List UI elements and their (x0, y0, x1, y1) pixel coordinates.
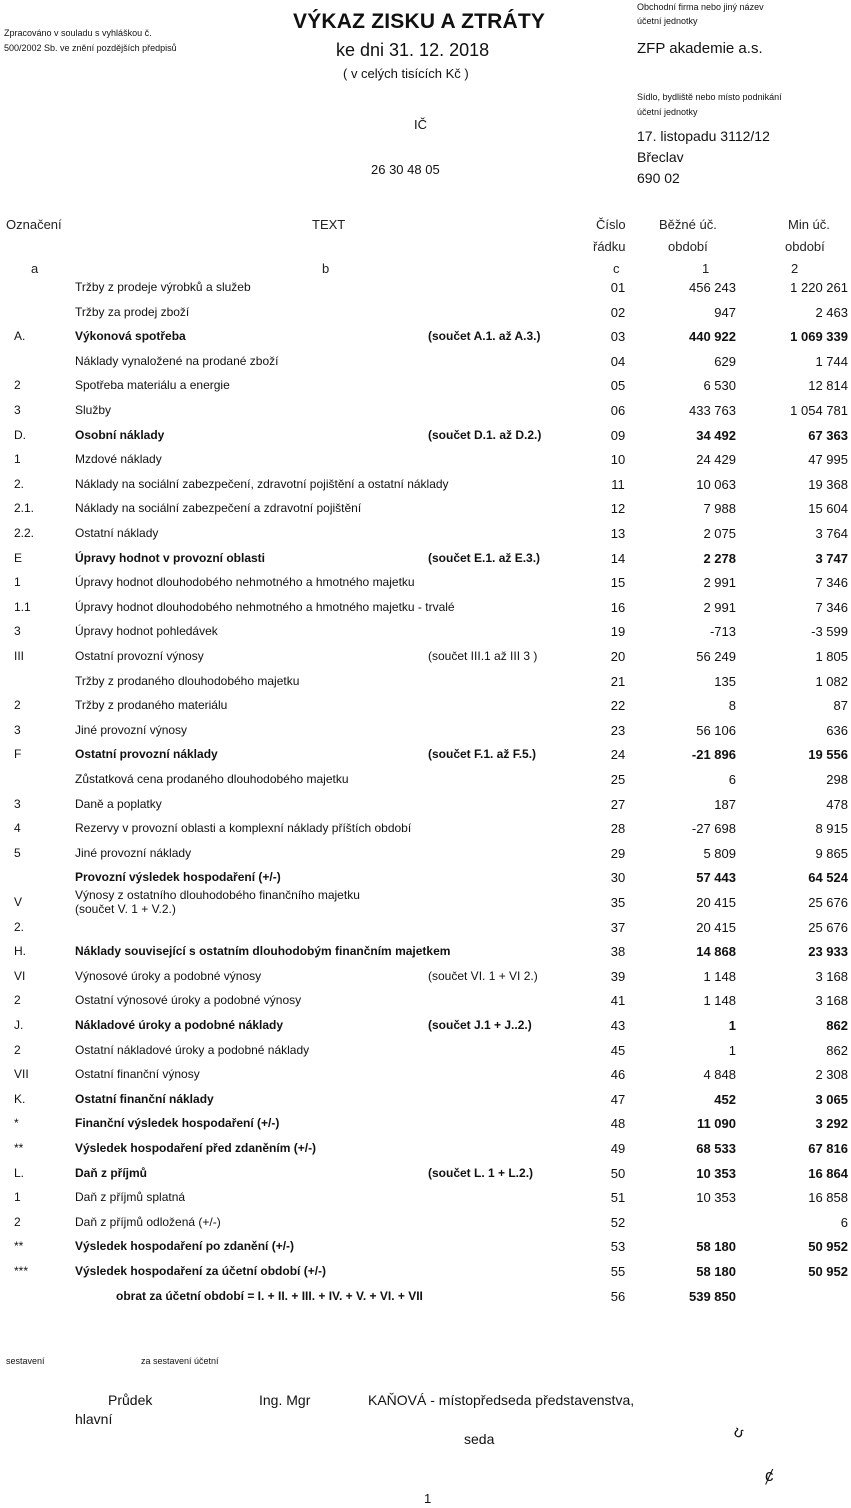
table-row (0, 354, 851, 378)
row-current-period: 20 415 (696, 895, 736, 910)
table-row (0, 403, 851, 427)
row-text: Tržby z prodaného dlouhodobého majetku (75, 673, 300, 688)
row-current-period: 56 249 (696, 649, 736, 664)
col-index-b: b (322, 261, 330, 276)
table-row (0, 428, 851, 452)
row-current-period: 5 809 (703, 845, 736, 861)
row-text: Úpravy hodnot dlouhodobého nehmotného a hmotného majetku (75, 575, 415, 590)
row-previous-period: 862 (826, 1018, 848, 1033)
row-previous-period: 7 346 (815, 599, 848, 615)
row-line-number: 11 (611, 476, 625, 492)
row-mark: 2. (14, 919, 25, 934)
table-row (0, 888, 851, 919)
table-row (0, 1190, 851, 1214)
row-text: Tržby z prodeje výrobků a služeb (75, 280, 251, 294)
row-previous-period: 25 676 (808, 895, 848, 910)
table-row (0, 600, 851, 624)
row-text: Výnosové úroky a podobné výnosy (75, 968, 262, 983)
row-sum-note: (součet F.1. až F.5.) (428, 747, 537, 762)
address-city: Břeclav (637, 149, 684, 165)
row-sum-note: (součet J.1 + J..2.) (428, 1018, 532, 1032)
row-mark: J. (14, 1018, 24, 1032)
row-line-number: 43 (610, 1018, 626, 1033)
row-text: Ostatní finanční náklady (75, 1091, 214, 1106)
row-line-number: 30 (610, 870, 626, 886)
col-index-2: 2 (791, 261, 799, 276)
row-previous-period: 1 054 781 (790, 403, 848, 418)
table-row (0, 969, 851, 993)
table-row (0, 477, 851, 501)
row-text: Výkonová spotřeba (75, 329, 186, 344)
row-line-number: 20 (610, 649, 626, 664)
row-previous-period: 636 (826, 722, 848, 738)
row-mark: 2 (14, 378, 21, 393)
row-previous-period: 50 952 (808, 1239, 848, 1255)
row-line-number: 12 (610, 501, 626, 517)
row-mark: 2.2. (14, 526, 35, 540)
row-previous-period: 7 346 (815, 575, 848, 591)
row-current-period: 452 (714, 1091, 736, 1107)
row-text: Náklady související s ostatním dlouhodobým finančním majetkem (75, 944, 451, 959)
row-previous-period: 1 744 (815, 353, 848, 369)
row-line-number: 06 (610, 403, 626, 418)
table-row (0, 551, 851, 575)
row-previous-period: 2 463 (815, 304, 848, 320)
row-previous-period: 2 308 (815, 1067, 848, 1083)
row-current-period: 629 (714, 353, 736, 369)
row-previous-period: 25 676 (808, 919, 848, 935)
row-current-period: 440 922 (689, 329, 736, 345)
row-line-number: 21 (610, 673, 626, 689)
row-mark: 1.1 (14, 599, 31, 614)
row-current-period: 2 278 (703, 550, 736, 566)
row-sum-note: (součet D.1. až D.2.) (428, 427, 542, 442)
row-mark: 1 (14, 575, 21, 590)
row-current-period: 433 763 (689, 403, 736, 418)
row-previous-period: 8 915 (815, 821, 848, 837)
row-text: Daň z příjmů splatná (75, 1190, 186, 1205)
row-previous-period: 67 363 (808, 427, 848, 443)
signature-scribble-icon: ȼ (765, 1466, 774, 1485)
row-mark: VII (14, 1067, 29, 1082)
table-row (0, 329, 851, 353)
row-mark: F (14, 747, 22, 762)
row-previous-period: 67 816 (808, 1141, 848, 1156)
row-line-number: 45 (610, 1042, 626, 1058)
table-row (0, 674, 851, 698)
row-line-number: 56 (610, 1288, 626, 1304)
row-text: Daně a poplatky (75, 796, 162, 811)
row-current-period: 2 991 (703, 575, 736, 591)
ic-label: IČ (414, 117, 427, 132)
row-line-number: 28 (610, 821, 626, 837)
row-text: Náklady na sociální zabezpečení, zdravotní pojištění a ostatní náklady (75, 476, 449, 491)
col-index-1: 1 (702, 261, 710, 276)
row-line-number: 14 (610, 550, 626, 566)
row-mark: 2 (14, 1214, 21, 1229)
row-current-period: 58 180 (696, 1264, 736, 1279)
row-line-number: 19 (610, 624, 626, 640)
row-mark: VI (14, 968, 26, 983)
row-text: Úpravy hodnot dlouhodobého nehmotného a hmotného majetku - trvalé (75, 599, 455, 614)
row-current-period: 24 429 (696, 452, 736, 468)
row-text: Náklady na sociální zabezpečení a zdravotní pojištění (75, 501, 362, 516)
row-line-number: 53 (610, 1239, 626, 1255)
col-index-c: c (613, 261, 620, 276)
row-current-period: 10 063 (696, 476, 736, 492)
row-mark: 2 (14, 698, 21, 713)
table-row (0, 1264, 851, 1288)
row-text-continued: (součet V. 1 + V.2.) (75, 902, 176, 916)
row-current-period: 6 (728, 772, 736, 787)
table-row (0, 747, 851, 771)
col-oznaceni: Označení (6, 217, 62, 232)
footer-sestaveni: sestavení (6, 1356, 45, 1366)
address-zip: 690 02 (637, 170, 680, 186)
row-current-period: 1 (728, 1042, 736, 1058)
row-mark: 1 (14, 452, 21, 467)
row-line-number: 04 (610, 353, 626, 369)
row-text: Finanční výsledek hospodaření (+/-) (75, 1116, 280, 1131)
row-line-number: 01 (610, 280, 626, 295)
row-text: obrat za účetní období = I. + II. + III. + IV. + V. + VI. + VII (116, 1288, 423, 1303)
row-text: Výnosy z ostatního dlouhodobého finančního majetku (75, 888, 360, 902)
row-mark: K. (14, 1091, 26, 1106)
table-row (0, 1043, 851, 1067)
row-line-number: 50 (610, 1165, 626, 1181)
table-row (0, 993, 851, 1017)
row-mark: 3 (14, 403, 21, 417)
row-text: Úpravy hodnot v provozní oblasti (75, 550, 266, 565)
firm-label-1: Obchodní firma nebo jiný název (637, 2, 764, 12)
row-line-number: 13 (610, 526, 626, 541)
row-text: Osobní náklady (75, 427, 165, 442)
table-row (0, 1018, 851, 1042)
row-line-number: 47 (610, 1091, 626, 1107)
row-previous-period: 64 524 (808, 870, 848, 886)
row-text: Daň z příjmů (75, 1165, 148, 1180)
col-min: Min úč. (788, 217, 830, 232)
table-row (0, 501, 851, 525)
row-line-number: 24 (610, 747, 626, 763)
row-mark: A. (14, 329, 26, 344)
row-text: Ostatní výnosové úroky a podobné výnosy (75, 993, 302, 1008)
row-current-period: 11 090 (696, 1116, 736, 1132)
row-line-number: 48 (610, 1116, 626, 1132)
row-line-number: 51 (610, 1190, 626, 1206)
row-current-period: 1 148 (703, 968, 736, 984)
row-mark: 4 (14, 821, 21, 836)
row-previous-period: 478 (826, 796, 848, 812)
row-previous-period: 1 082 (815, 673, 848, 689)
row-current-period: 2 075 (703, 526, 736, 541)
row-line-number: 38 (610, 944, 626, 960)
row-current-period: 20 415 (696, 919, 736, 935)
row-current-period: 1 (728, 1018, 736, 1033)
table-row (0, 1141, 851, 1165)
table-row (0, 920, 851, 944)
row-current-period: 4 848 (703, 1067, 736, 1083)
table-row (0, 1067, 851, 1091)
row-current-period: 456 243 (689, 280, 736, 295)
row-current-period: 2 991 (703, 599, 736, 615)
signatory-role: KAŇOVÁ - místopředseda představenstva, (368, 1392, 635, 1408)
row-mark: ** (14, 1141, 24, 1155)
col-index-a: a (31, 261, 39, 276)
row-line-number: 35 (610, 895, 626, 910)
row-previous-period: 12 814 (808, 378, 848, 394)
table-row (0, 1239, 851, 1263)
row-line-number: 49 (610, 1141, 626, 1156)
row-text: Tržby za prodej zboží (75, 304, 190, 319)
row-previous-period: 1 220 261 (790, 280, 848, 295)
row-mark: 2. (14, 476, 25, 491)
firm-label-2: účetní jednotky (637, 16, 698, 26)
row-text: Ostatní náklady (75, 526, 159, 540)
signatory-title: Ing. Mgr (259, 1392, 311, 1408)
col-bezne: Běžné úč. (659, 217, 717, 232)
table-row (0, 1116, 851, 1140)
row-text: Úpravy hodnot pohledávek (75, 624, 218, 639)
row-line-number: 10 (610, 452, 626, 468)
row-line-number: 15 (610, 575, 626, 591)
law-note-2: 500/2002 Sb. ve znění pozdějších předpisů (4, 43, 177, 53)
table-row (0, 846, 851, 870)
row-sum-note: (součet L. 1 + L.2.) (428, 1165, 534, 1180)
row-previous-period: 50 952 (808, 1264, 848, 1279)
signatory-name: Průdek (108, 1392, 153, 1408)
row-previous-period: 3 747 (815, 550, 848, 566)
row-line-number: 23 (610, 722, 626, 738)
row-mark: L. (14, 1165, 25, 1180)
row-line-number: 41 (610, 993, 626, 1009)
row-line-number: 02 (610, 304, 626, 320)
row-previous-period: 3 168 (815, 968, 848, 984)
row-line-number: 05 (610, 378, 626, 394)
row-line-number: 03 (610, 329, 626, 345)
col-bezne-obdobi: období (668, 239, 708, 254)
row-mark: H. (14, 944, 26, 959)
law-note-1: Zpracováno v souladu s vyhláškou č. (4, 28, 152, 38)
row-current-period: 57 443 (696, 870, 736, 886)
row-sum-note: (součet III.1 až III 3 ) (428, 649, 538, 663)
col-radku: řádku (593, 239, 626, 254)
row-mark: E (14, 550, 23, 565)
row-text: Ostatní provozní výnosy (75, 649, 204, 663)
row-line-number: 37 (610, 919, 626, 935)
row-mark: 2 (14, 1042, 21, 1057)
row-text: Daň z příjmů odložená (+/-) (75, 1214, 221, 1229)
row-current-period: 10 353 (696, 1165, 736, 1181)
row-text: Výsledek hospodaření před zdaněním (+/-) (75, 1141, 317, 1155)
row-text: Ostatní nákladové úroky a podobné náklady (75, 1042, 310, 1057)
row-mark: 3 (14, 722, 21, 737)
footer-za-sestaveni: za sestavení účetní (141, 1356, 219, 1366)
row-previous-period: 862 (826, 1042, 848, 1058)
table-row (0, 575, 851, 599)
row-sum-note: (součet VI. 1 + VI 2.) (428, 968, 538, 983)
report-title: VÝKAZ ZISKU A ZTRÁTY (293, 10, 546, 33)
row-previous-period: -3 599 (811, 624, 848, 640)
row-current-period: -21 896 (691, 747, 736, 763)
row-text: Zůstatková cena prodaného dlouhodobého majetku (75, 772, 349, 786)
row-mark: * (14, 1116, 19, 1131)
row-mark: *** (14, 1264, 29, 1278)
firm-name: ZFP akademie a.s. (637, 40, 763, 57)
table-row (0, 1092, 851, 1116)
table-row (0, 452, 851, 476)
row-sum-note: (součet E.1. až E.3.) (428, 550, 541, 565)
row-previous-period: 15 604 (808, 501, 848, 517)
table-row (0, 698, 851, 722)
col-text: TEXT (312, 217, 346, 232)
row-current-period: 56 106 (696, 722, 736, 738)
row-text: Náklady vynaložené na prodané zboží (75, 353, 279, 368)
col-min-obdobi: období (785, 239, 825, 254)
row-previous-period: 6 (840, 1214, 848, 1230)
row-previous-period: 298 (826, 772, 848, 787)
row-current-period: 10 353 (696, 1190, 736, 1206)
row-text: Ostatní finanční výnosy (75, 1067, 200, 1082)
row-current-period: -27 698 (691, 821, 736, 837)
row-mark: 2.1. (14, 501, 35, 516)
row-mark: 3 (14, 624, 21, 639)
row-previous-period: 1 069 339 (790, 329, 848, 345)
table-row (0, 378, 851, 402)
table-row (0, 1215, 851, 1239)
row-previous-period: 16 864 (808, 1165, 848, 1181)
row-text: Rezervy v provozní oblasti a komplexní náklady příštích období (75, 821, 412, 836)
table-row (0, 305, 851, 329)
row-previous-period: 23 933 (808, 944, 848, 960)
row-mark: 3 (14, 796, 21, 811)
row-mark: III (14, 649, 25, 663)
row-line-number: 22 (610, 698, 626, 714)
table-row (0, 723, 851, 747)
table-row (0, 1289, 851, 1313)
address-street: 17. listopadu 3112/12 (637, 128, 770, 144)
row-text: Jiné provozní náklady (75, 845, 192, 860)
row-mark: 1 (14, 1190, 21, 1205)
row-mark: ** (14, 1239, 24, 1254)
footer-hlavni: hlavní (75, 1411, 113, 1427)
table-row (0, 526, 851, 550)
row-sum-note: (součet A.1. až A.3.) (428, 329, 541, 344)
row-current-period: 539 850 (689, 1288, 736, 1304)
row-text: Nákladové úroky a podobné náklady (75, 1018, 284, 1032)
signature-mark-icon: ʊ (731, 1422, 746, 1443)
row-current-period: 34 492 (696, 427, 736, 443)
table-row (0, 624, 851, 648)
table-row (0, 1166, 851, 1190)
table-row (0, 821, 851, 845)
row-previous-period: 1 805 (815, 649, 848, 664)
table-row (0, 944, 851, 968)
table-row (0, 280, 851, 304)
row-text: Jiné provozní výnosy (75, 722, 188, 737)
col-cislo: Číslo (596, 217, 626, 232)
row-current-period: 6 530 (703, 378, 736, 394)
row-text: Výsledek hospodaření po zdanění (+/-) (75, 1239, 295, 1254)
row-previous-period: 19 368 (808, 476, 848, 492)
row-previous-period: 9 865 (815, 845, 848, 861)
row-current-period: 8 (728, 698, 736, 714)
row-current-period: 947 (714, 304, 736, 320)
row-previous-period: 19 556 (808, 747, 848, 763)
report-units: ( v celých tisících Kč ) (343, 66, 469, 81)
row-previous-period: 3 168 (815, 993, 848, 1009)
row-line-number: 52 (610, 1214, 626, 1230)
report-date: ke dni 31. 12. 2018 (336, 40, 490, 60)
row-current-period: 1 148 (703, 993, 736, 1009)
table-row (0, 649, 851, 673)
row-text: Ostatní provozní náklady (75, 747, 218, 762)
row-previous-period: 3 764 (815, 526, 848, 541)
row-previous-period: 16 858 (808, 1190, 848, 1206)
row-previous-period: 47 995 (808, 452, 848, 468)
row-text: Výsledek hospodaření za účetní období (+/-) (75, 1264, 327, 1278)
row-mark: V (14, 895, 23, 909)
row-text: Spotřeba materiálu a energie (75, 378, 230, 393)
row-mark: D. (14, 427, 26, 442)
row-current-period: 14 868 (696, 944, 736, 960)
row-line-number: 39 (610, 968, 626, 984)
row-text: Služby (75, 403, 112, 417)
row-text: Tržby z prodaného materiálu (75, 698, 228, 713)
row-current-period: 187 (714, 796, 736, 812)
row-line-number: 46 (610, 1067, 626, 1083)
row-line-number: 27 (610, 796, 626, 812)
row-line-number: 29 (610, 845, 626, 861)
seat-label-2: účetní jednotky (637, 107, 698, 117)
row-line-number: 16 (610, 599, 626, 615)
row-mark: 2 (14, 993, 21, 1008)
row-text: Provozní výsledek hospodaření (+/-) (75, 870, 281, 885)
row-current-period: 58 180 (696, 1239, 736, 1255)
table-row (0, 772, 851, 796)
row-text: Mzdové náklady (75, 452, 162, 467)
row-previous-period: 3 292 (815, 1116, 848, 1132)
row-mark: 5 (14, 845, 21, 860)
row-current-period: -713 (709, 624, 736, 640)
ic-value: 26 30 48 05 (371, 162, 440, 177)
row-line-number: 09 (610, 427, 626, 443)
row-line-number: 55 (610, 1264, 626, 1279)
row-current-period: 135 (714, 673, 736, 689)
table-row (0, 797, 851, 821)
footer-seda: seda (464, 1431, 495, 1447)
row-previous-period: 87 (833, 698, 848, 714)
row-current-period: 7 988 (703, 501, 736, 517)
row-line-number: 25 (610, 772, 626, 787)
row-current-period: 68 533 (696, 1141, 736, 1156)
row-previous-period: 3 065 (815, 1091, 848, 1107)
seat-label-1: Sídlo, bydliště nebo místo podnikání (637, 92, 782, 102)
page-number: 1 (424, 1491, 432, 1506)
